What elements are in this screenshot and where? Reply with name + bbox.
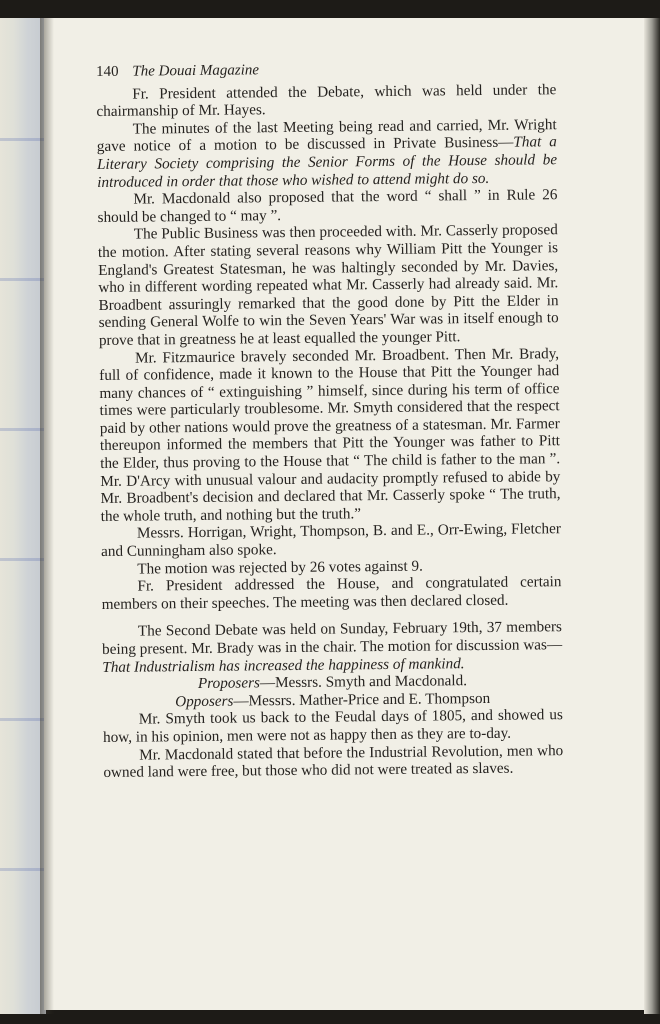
opposers-line: Opposers—Messrs. Mather-Price and E. Thompson (175, 689, 491, 710)
page-number: 140 (96, 63, 119, 80)
paragraph: The Second Debate was held on Sunday, February 19th, 37 members being present. Mr. Brady was in the chair. The motion for discussion was—That Industrialism has increased the happiness of mankind. (102, 618, 563, 676)
paragraph: Mr. Smyth took us back to the Feudal days of 1805, and showed us how, in his opinion, men were not as happy then as they are to-day. (102, 706, 563, 746)
gutter-shadow (40, 18, 54, 1014)
paragraph: The minutes of the last Meeting being read and carried, Mr. Wright gave notice of a motion to be discussed in Private Business—That a Literary Society comprising the Senior Forms of the House should be introduced in order that those who wished to attend might do so. (96, 115, 558, 191)
running-head (96, 59, 556, 81)
paragraph: Mr. Macdonald also proposed that the word “ shall ” in Rule 26 should be changed to “ may ”. (97, 186, 558, 226)
paragraph: Mr. Macdonald stated that before the Industrial Revolution, men who owned land were free, but those who did not were treated as slaves. (103, 741, 564, 782)
facing-page-edge (644, 18, 660, 1014)
proposers-line: Proposers—Messrs. Smyth and Macdonald. (197, 672, 468, 693)
paragraph: The Public Business was then proceeded with. Mr. Casserly proposed the motion. After stating several reasons why William Pitt the Younger is England's Greatest Statesman, he was haltingly seconded by Mr. Davies, who in different wording repeated what Mr. Casserly had already said. Mr. Broadbent assuringly remarked that the good done by Pitt the Elder in sending General Wolfe to win the Seven Years' War was in itself enough to prove that in greatness he at least equalled the younger Pitt. (97, 221, 559, 349)
paragraph: The motion was rejected by 26 votes against 9. (137, 557, 423, 578)
page-text (96, 59, 563, 782)
paragraph: Messrs. Horrigan, Wright, Thompson, B. and E., Orr-Ewing, Fletcher and Cunningham also spoke. (101, 520, 561, 561)
paragraph: Mr. Fitzmaurice bravely seconded Mr. Broadbent. Then Mr. Brady, full of confidence, made it known to the House that Pitt the Younger had many chances of “ extinguishing ” himself, since during his term of office times were particularly troublesome. Mr. Smyth considered that the respect paid by other nations would prove the greatness of a statesman. Mr. Farmer thereupon informed the members that Pitt the Younger was father to Pitt the Elder, thus proving to the House that “ The child is father to the man ”. Mr. D'Arcy with unusual valour and audacity promptly refused to abide by Mr. Broadbent's decision and declared that Mr. Casserly spoke “ The truth, the whole truth, and nothing but the truth.” (99, 344, 561, 525)
paragraph: Fr. President addressed the House, and congratulated certain members on their speeches. The meeting was then declared closed. (101, 573, 562, 613)
paragraph: Fr. President attended the Debate, which was held under the chairmanship of Mr. Hayes. (96, 80, 557, 121)
magazine-title: The Douai Magazine (132, 62, 260, 80)
